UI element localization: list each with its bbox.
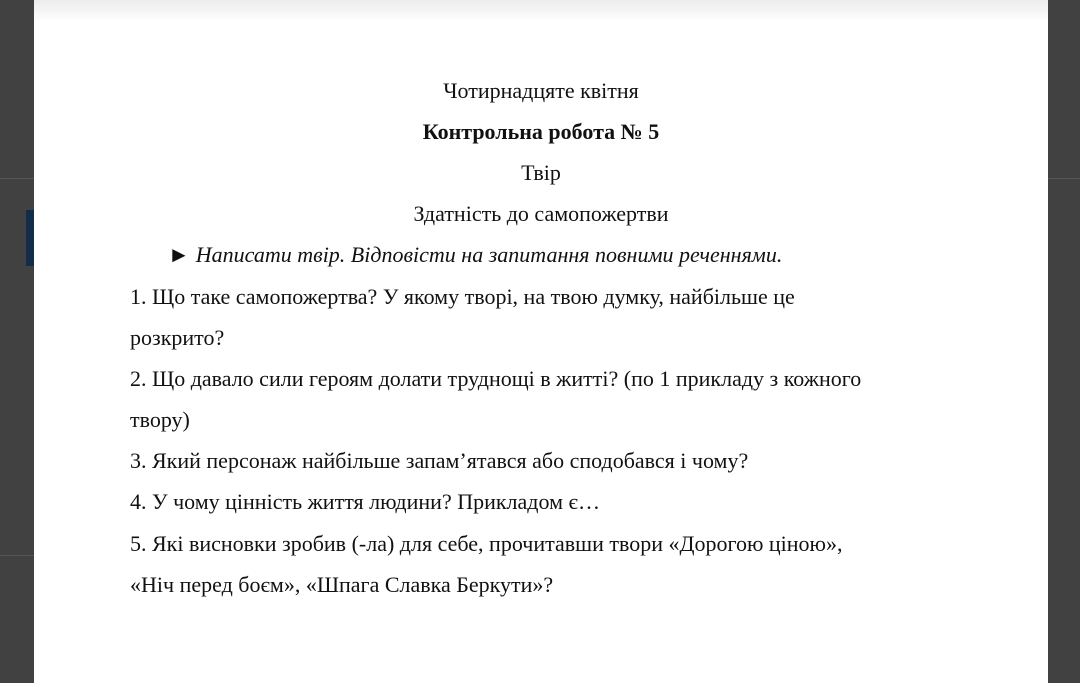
background-blue-block <box>26 210 34 266</box>
instruction-line <box>168 242 782 268</box>
background-divider <box>0 178 34 179</box>
date-line: Чотирнадцяте квітня <box>443 78 639 103</box>
background-divider <box>0 555 34 556</box>
image-viewer-modal <box>34 0 1048 683</box>
instruction-text: Написати твір. Відповісти на запитання повними реченнями. <box>195 242 783 267</box>
question-4: 4. У чому цінність життя людини? Прикладом є… <box>130 489 600 514</box>
document-type: Твір <box>521 160 561 185</box>
modal-top-shade <box>34 0 1048 22</box>
question-2-line-2: твору) <box>130 407 190 432</box>
question-1-line-2: розкрито? <box>130 325 225 350</box>
document-topic: Здатність до самопожертви <box>413 201 669 226</box>
document-title: Контрольна робота № 5 <box>422 119 660 144</box>
question-5-line-1: 5. Які висновки зробив (-ла) для себе, прочитавши твори «Дорогою ціною», <box>130 531 843 556</box>
question-2-line-1: 2. Що давало сили героям долати труднощі в житті? (по 1 прикладу з кожного <box>130 366 862 391</box>
arrow-marker-icon: ► <box>168 242 190 267</box>
question-3: 3. Який персонаж найбільше запам’ятався або сподобався і чому? <box>130 448 749 473</box>
question-1-line-1: 1. Що таке самопожертва? У якому творі, на твою думку, найбільше це <box>130 284 795 309</box>
question-5-line-2: «Ніч перед боєм», «Шпага Славка Беркути»? <box>130 572 554 597</box>
background-divider <box>1048 178 1080 179</box>
